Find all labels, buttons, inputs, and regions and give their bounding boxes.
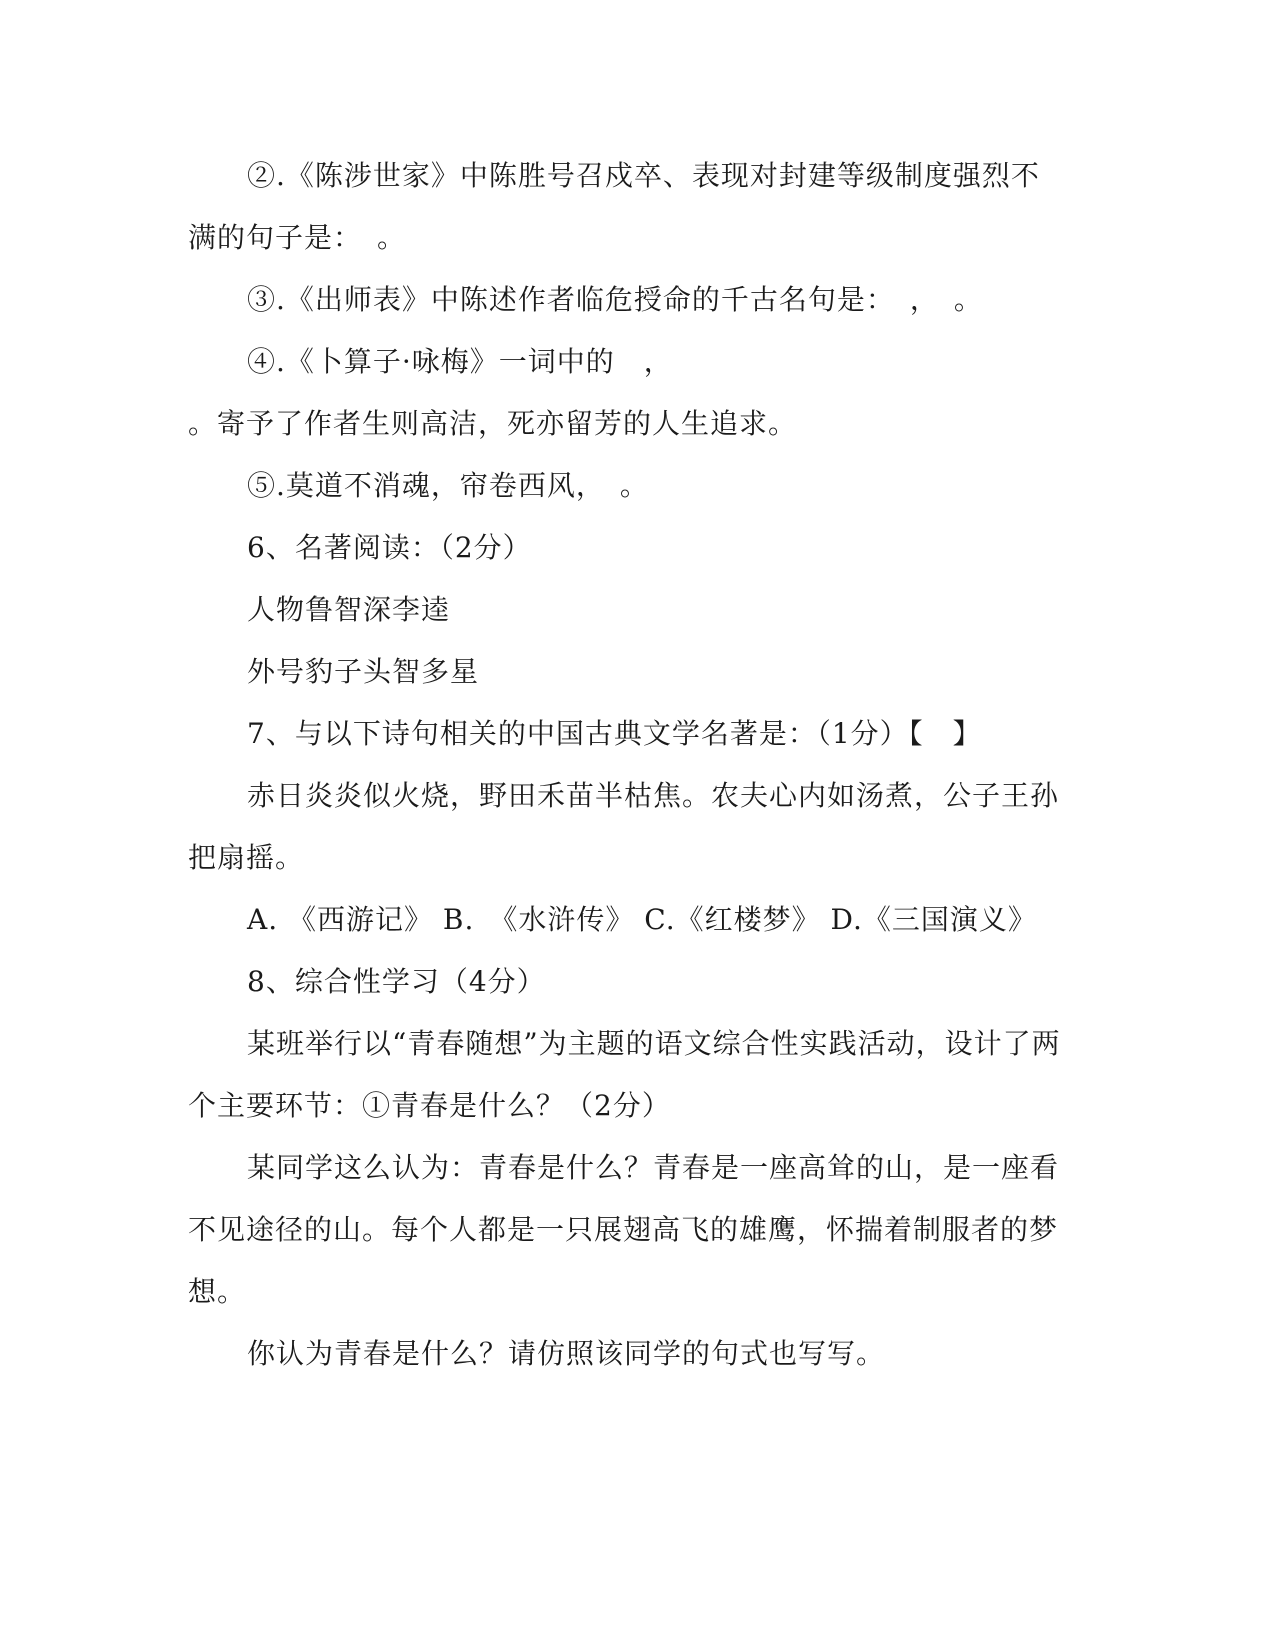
question-8-example-line-1: 某同学这么认为：青春是什么？青春是一座高耸的山，是一座看 [247,1151,1060,1184]
question-5-item-2-line-1: ②.《陈涉世家》中陈胜号召戍卒、表现对封建等级制度强烈不 [247,159,1040,192]
question-7-poem-line-2: 把扇摇。 [188,841,305,874]
question-5-item-5: ⑤.莫道不消魂，帘卷西风， 。 [247,469,649,502]
question-6-characters: 人物鲁智深李逵 [247,593,451,626]
question-7-options: A. 《西游记》 B. 《水浒传》 C.《红楼梦》 D.《三国演义》 [247,903,1037,936]
question-7-heading: 7、与以下诗句相关的中国古典文学名著是：（1分）【 】 [247,717,982,750]
question-5-item-3: ③.《出师表》中陈述作者临危授命的千古名句是： ， 。 [247,283,983,316]
question-5-item-4-line-1: ④.《卜算子·咏梅》一词中的 ， [247,345,673,378]
question-5-item-2-line-2: 满的句子是： 。 [188,221,407,254]
question-8-example-line-3: 想。 [188,1275,247,1308]
question-7-poem-line-1: 赤日炎炎似火烧，野田禾苗半枯焦。农夫心内如汤煮，公子王孙 [247,779,1060,812]
question-8-intro-line-1: 某班举行以“青春随想”为主题的语文综合性实践活动，设计了两 [247,1027,1061,1060]
question-8-heading: 8、综合性学习（4分） [247,965,546,998]
question-8-prompt: 你认为青春是什么？请仿照该同学的句式也写写。 [247,1337,886,1370]
question-6-nicknames: 外号豹子头智多星 [247,655,480,688]
question-5-item-4-line-2: 。寄予了作者生则高洁，死亦留芳的人生追求。 [188,407,798,440]
question-6-heading: 6、名著阅读：（2分） [247,531,532,564]
question-8-intro-line-2: 个主要环节：①青春是什么？（2分） [188,1089,671,1122]
question-8-example-line-2: 不见途径的山。每个人都是一只展翅高飞的雄鹰，怀揣着制服者的梦 [188,1213,1059,1246]
